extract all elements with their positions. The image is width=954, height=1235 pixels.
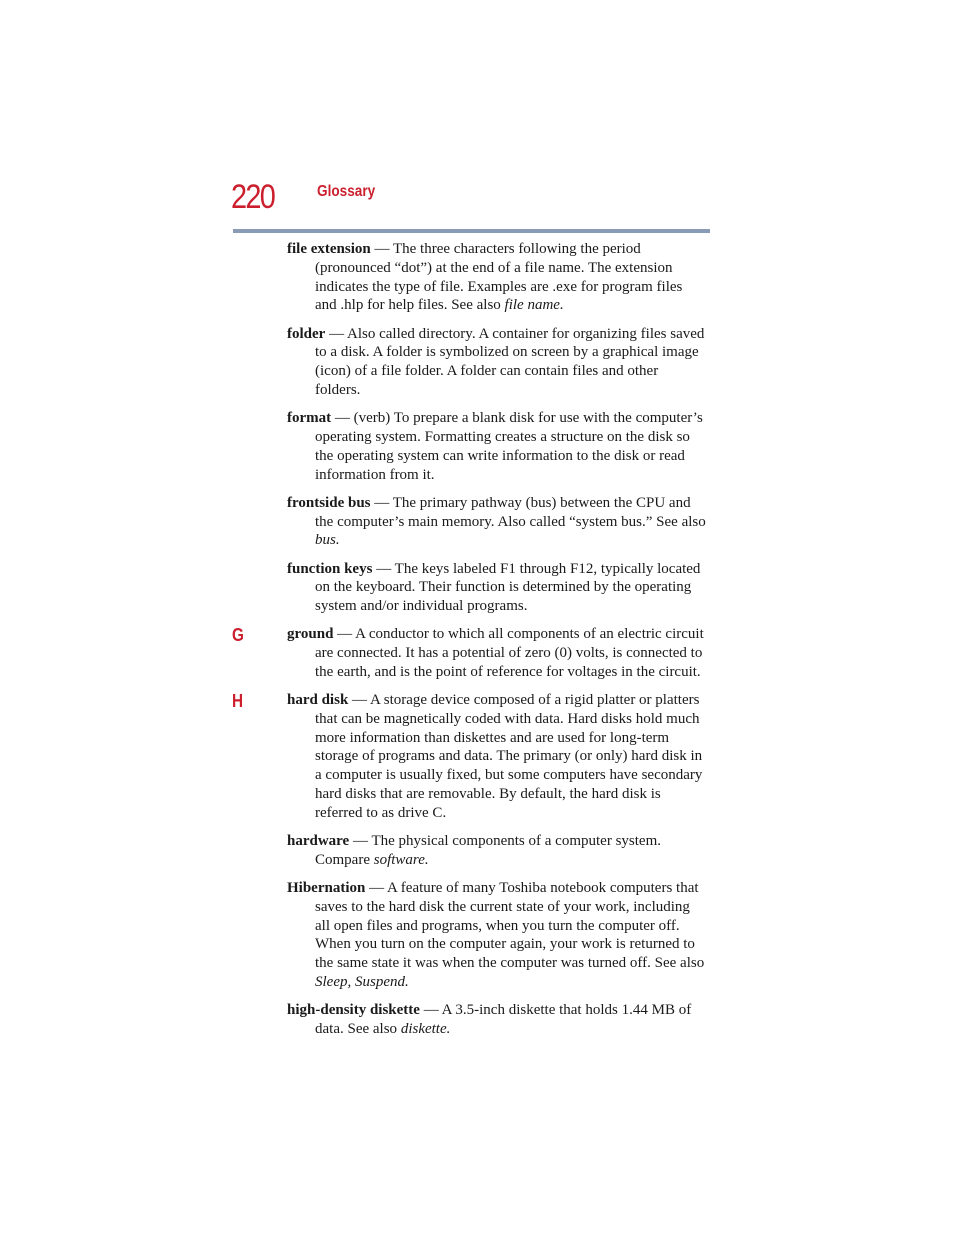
entry-term: frontside bus — [287, 494, 371, 511]
entry-separator: — — [365, 880, 388, 897]
page-number: 220 — [231, 178, 275, 216]
section-title: Glossary — [317, 183, 376, 200]
entry-term: high-density diskette — [287, 1002, 420, 1019]
entry-term: file extension — [287, 241, 371, 257]
entry-definition: The three characters following the period (pronounced “dot”) at the end of a file name. The extension indicates the type of file. Examples are .exe for program files and .hlp for help files. See also — [315, 241, 683, 314]
entry-definition: The physical components of a computer system. Compare — [315, 833, 661, 868]
entry-separator: — — [333, 626, 356, 643]
entry-definition: The keys labeled F1 through F12, typically located on the keyboard. Their function is determined by the operating system and/or individual programs. — [315, 560, 701, 615]
entry-separator: — — [348, 692, 370, 709]
entry-definition: Also called directory. A container for organizing files saved to a disk. A folder is symbolized on screen by a graphical image (icon) of a file folder. A folder can contain files and other folders. — [315, 325, 705, 398]
glossary-entry-hibernation — [287, 879, 707, 992]
entry-definition: A storage device composed of a rigid platter or platters that can be magnetically coded with data. Hard disks hold much more information than diskettes and are used for long-term storage of programs and data. The primary (or only) hard disk in a computer is usually fixed, but some computers have secondary hard disks that are removable. By default, the hard disk is referred to as drive C. — [315, 692, 703, 821]
entry-term: hard disk — [287, 692, 349, 709]
entry-reference: diskette. — [400, 1021, 451, 1037]
entry-separator: — — [325, 325, 348, 342]
entry-separator: — — [331, 410, 354, 427]
entry-term: hardware — [287, 833, 350, 850]
section-letter-h: H — [232, 691, 244, 712]
glossary-entry-hardware — [287, 832, 707, 870]
glossary-entry-file-extension — [287, 240, 707, 315]
glossary-entry-folder — [287, 325, 707, 400]
entry-term: function keys — [287, 560, 373, 577]
entry-term: Hibernation — [287, 880, 366, 897]
glossary-entries — [232, 240, 707, 1048]
entry-reference: Sleep, Suspend. — [315, 974, 409, 991]
entry-separator: — — [370, 494, 393, 511]
entry-term: ground — [287, 626, 334, 643]
entry-term: format — [287, 410, 332, 427]
entry-reference: bus. — [315, 532, 340, 549]
entry-definition: (verb) To prepare a blank disk for use with the computer’s operating system. Formatting creates a structure on the disk so the operating system can write information to the disk or read information from it. — [315, 410, 703, 483]
entry-separator: — — [419, 1002, 442, 1019]
entry-term: folder — [287, 325, 326, 342]
glossary-entry-frontside-bus — [287, 494, 707, 550]
entry-definition: A 3.5-inch diskette that holds 1.44 MB of data. See also — [315, 1002, 692, 1037]
entry-separator: — — [372, 560, 395, 577]
entry-separator: — — [349, 833, 372, 850]
section-letter-g: G — [232, 625, 244, 646]
entry-definition: The primary pathway (bus) between the CPU and the computer’s main memory. Also called “system bus.” See also — [315, 494, 706, 530]
entry-reference: file name. — [504, 297, 564, 314]
entry-definition: A feature of many Toshiba notebook computers that saves to the hard disk the current state of your work, including all open files and programs, when you turn the computer off. When you turn on the computer again, your work is returned to the same state it was when the computer was turned off. See also — [315, 880, 705, 972]
header-rule — [233, 229, 710, 233]
entry-definition: A conductor to which all components of an electric circuit are connected. It has a potential of zero (0) volts, is connected to the earth, and is the point of reference for voltages in the circuit. — [315, 626, 704, 680]
entry-separator: — — [370, 241, 393, 257]
glossary-entry-hard-disk — [232, 691, 707, 823]
glossary-entry-function-keys — [287, 560, 707, 616]
entry-reference: software. — [373, 851, 429, 868]
glossary-entry-format — [287, 409, 707, 484]
glossary-entry-ground — [232, 625, 707, 681]
glossary-entry-high-density-diskette — [287, 1001, 707, 1039]
